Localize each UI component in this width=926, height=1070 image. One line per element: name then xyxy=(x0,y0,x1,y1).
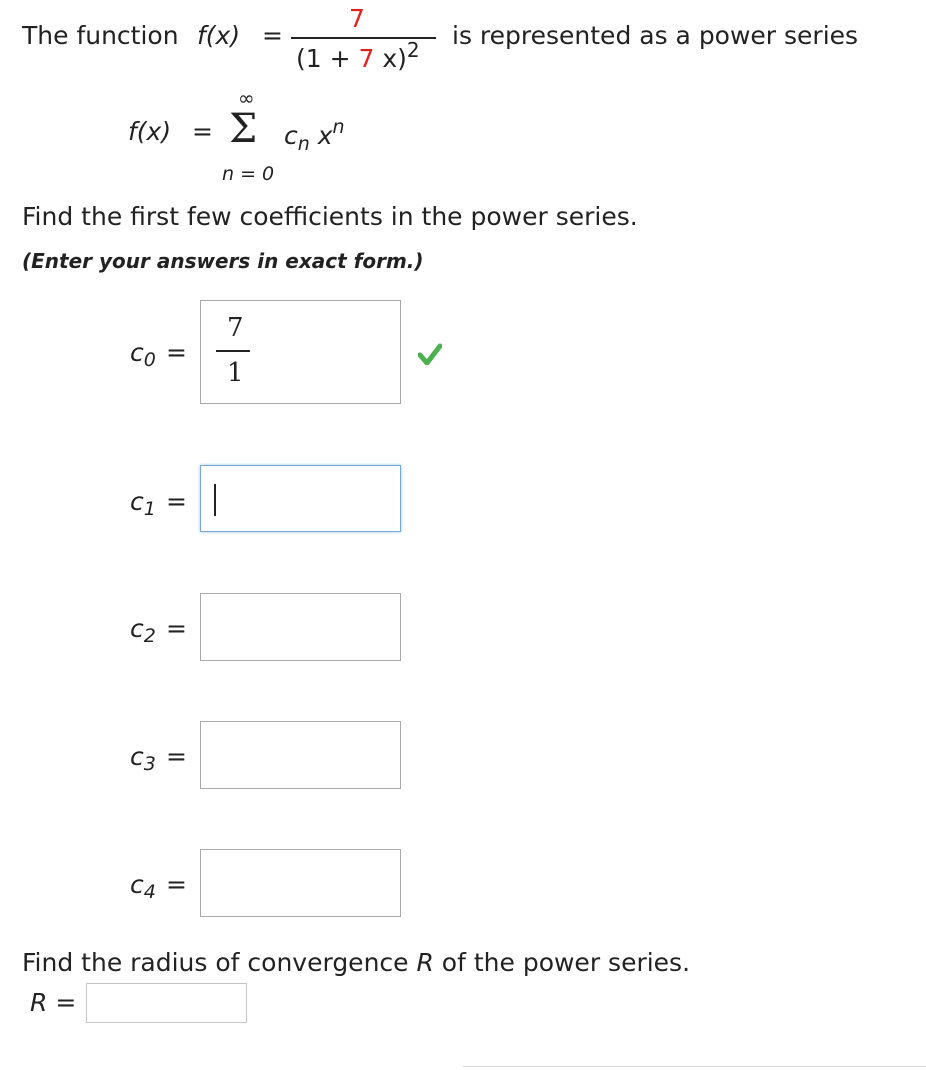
coefficients-prompt: Find the first few coefficients in the power series. xyxy=(22,202,638,231)
intro-prefix: The function xyxy=(22,21,179,50)
radius-prompt: Find the radius of convergence R of the power series. xyxy=(22,948,691,977)
c3-label: $c_3$ xyxy=(130,742,156,775)
sum-upper-limit: ∞ xyxy=(238,86,255,110)
c0-denominator: 1 xyxy=(227,358,244,388)
series-term: $c_n$ $x^n$ xyxy=(284,116,345,155)
intro-suffix: is represented as a power series xyxy=(452,21,859,50)
c0-numerator: 7 xyxy=(227,313,244,343)
intro-equals: = xyxy=(262,21,283,50)
text-cursor xyxy=(214,484,216,516)
c0-equals: = xyxy=(166,338,187,367)
intro-function-name: f(x) xyxy=(197,21,241,50)
c1-answer-field[interactable] xyxy=(200,465,401,532)
answer-hint: (Enter your answers in exact form.) xyxy=(22,249,424,273)
c0-fraction-bar xyxy=(216,350,250,352)
sum-lower-limit: n = 0 xyxy=(222,163,275,185)
c3-equals: = xyxy=(166,742,187,771)
c1-equals: = xyxy=(166,487,187,516)
series-equals: = xyxy=(192,117,213,146)
c4-label: $c_4$ xyxy=(130,870,156,903)
c4-answer-field[interactable] xyxy=(200,849,401,917)
fraction-denominator: (1 + 7 x)$^2$ xyxy=(296,38,420,73)
footer-divider xyxy=(463,1066,926,1067)
c1-label: $c_1$ xyxy=(130,487,156,520)
series-lhs: f(x) xyxy=(128,117,172,146)
c2-equals: = xyxy=(166,614,187,643)
sigma-symbol: Σ xyxy=(229,106,258,152)
c3-answer-field[interactable] xyxy=(200,721,401,789)
denominator-coefficient: 7 xyxy=(358,44,375,73)
c0-label: $c_0$ xyxy=(130,338,156,371)
c2-label: $c_2$ xyxy=(130,614,156,647)
c2-answer-field[interactable] xyxy=(200,593,401,661)
checkmark-icon xyxy=(418,343,442,365)
fraction-numerator: 7 xyxy=(349,4,365,33)
radius-label: R = xyxy=(30,988,77,1017)
radius-answer-field[interactable] xyxy=(86,983,247,1023)
c4-equals: = xyxy=(166,870,187,899)
